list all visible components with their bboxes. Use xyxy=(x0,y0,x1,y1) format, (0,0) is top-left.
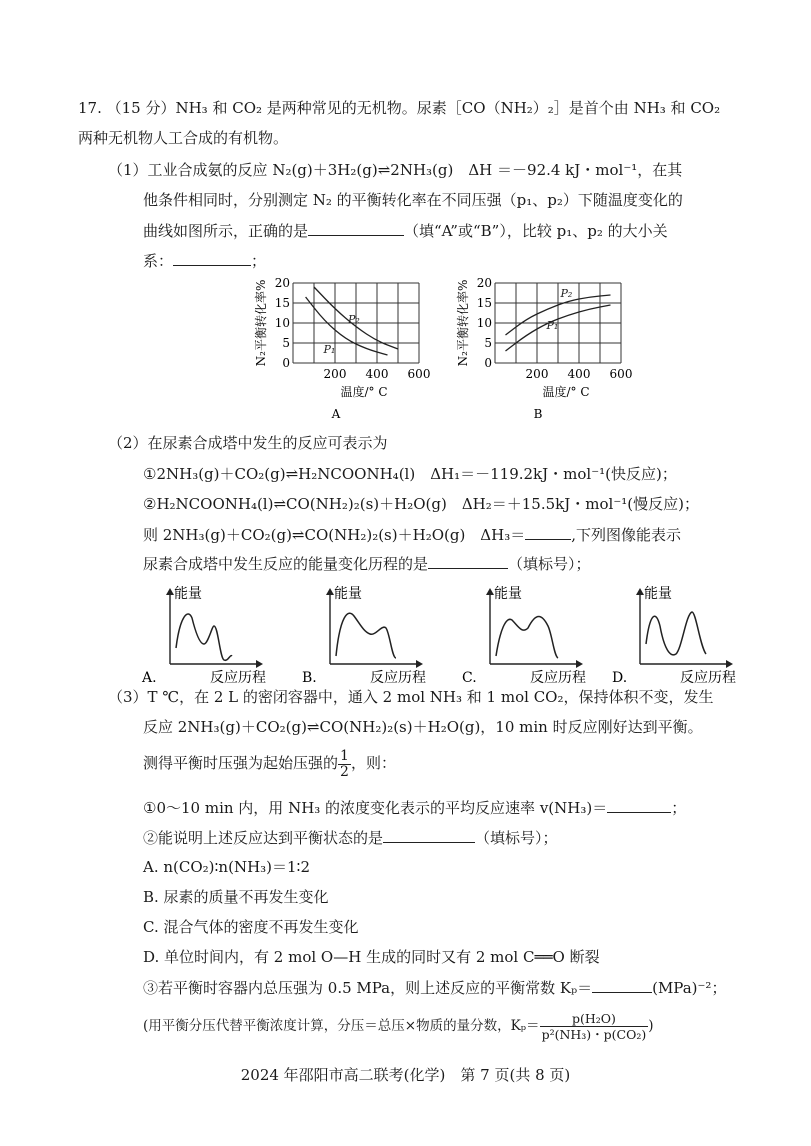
energy-a-option: A. xyxy=(142,670,157,686)
energy-diagrams xyxy=(140,578,780,686)
part1-line-3: 曲线如图所示，正确的是 （填“A”或“B”），比较 p₁、p₂ 的大小关 xyxy=(143,219,668,242)
energy-d-ylabel: 能量 xyxy=(644,586,672,602)
answer-blank-energy[interactable] xyxy=(428,552,508,569)
chart-a-ylabel: N₂平衡转化率% xyxy=(254,279,268,367)
chart-b-ytick: 15 xyxy=(476,296,492,310)
energy-b-x-arrow xyxy=(416,660,423,668)
chart-b-xtick: 400 xyxy=(567,367,591,381)
energy-d-xlabel: 反应历程 xyxy=(680,670,736,686)
option-b: B. 尿素的质量不再发生变化 xyxy=(143,888,329,906)
energy-b-curve xyxy=(336,613,396,658)
energy-c-curve xyxy=(496,617,558,659)
chart-a xyxy=(236,278,436,428)
chart-b-label-p2: P₂ xyxy=(560,287,573,300)
energy-a-curve xyxy=(176,614,232,660)
energy-a-ylabel: 能量 xyxy=(174,586,202,602)
energy-a-x-arrow xyxy=(256,660,263,668)
energy-c-y-arrow xyxy=(486,588,494,595)
energy-d-y-arrow xyxy=(636,588,644,595)
energy-b-ylabel: 能量 xyxy=(334,586,362,602)
chart-a-title: A xyxy=(331,407,341,421)
energy-a-y-arrow xyxy=(166,588,174,595)
part3-sub-1: ①0～10 min 内，用 NH₃ 的浓度变化表示的平均反应速率 v(NH₃)＝ ； xyxy=(143,796,686,819)
part3-line-2: 反应 2NH₃(g)＋CO₂(g)⇌CO(NH₂)₂(s)＋H₂O(g)，10 min 时反应刚好达到平衡。 xyxy=(143,718,703,736)
energy-b-xlabel: 反应历程 xyxy=(370,670,426,686)
energy-c-ylabel: 能量 xyxy=(494,586,522,602)
energy-d-option: D. xyxy=(612,670,628,686)
chart-a-label-p1: P₁ xyxy=(323,343,336,356)
part3-sub-3: ③若平衡时容器内总压强为 0.5 MPa，则上述反应的平衡常数 Kₚ＝ (MPa)⁻²； xyxy=(143,976,726,999)
energy-diagram-b xyxy=(302,585,426,686)
chart-a-xtick: 600 xyxy=(407,367,431,381)
chart-b-ytick: 0 xyxy=(484,356,492,370)
energy-a-xlabel: 反应历程 xyxy=(210,670,266,686)
part2-line-4: 则 2NH₃(g)＋CO₂(g)⇌CO(NH₂)₂(s)＋H₂O(g) ΔH₃＝ ,下列图像能表示 xyxy=(143,523,681,546)
option-c: C. 混合气体的密度不再发生变化 xyxy=(143,918,359,936)
answer-blank-chart[interactable] xyxy=(308,219,404,236)
part2-line-2: ①2NH₃(g)＋CO₂(g)⇌H₂NCOONH₄(l) ΔH₁＝－119.2kJ・mol⁻¹(快反应)； xyxy=(143,465,677,483)
chart-a-ytick: 20 xyxy=(274,276,290,290)
page-footer: 2024 年邵阳市高二联考(化学) 第 7 页(共 8 页) xyxy=(240,1066,571,1084)
chart-a-xtick: 400 xyxy=(365,367,389,381)
chart-b-ylabel: N₂平衡转化率% xyxy=(456,279,470,367)
part2-line-1: （2）在尿素合成塔中发生的反应可表示为 xyxy=(108,434,388,452)
part1-line-4: 系： ； xyxy=(143,249,266,272)
q17-line-2: 两种无机物人工合成的有机物。 xyxy=(78,129,289,147)
chart-a-series-p1 xyxy=(306,297,388,355)
energy-c-option: C. xyxy=(462,670,477,686)
chart-a-xtick: 200 xyxy=(323,367,347,381)
energy-b-y-arrow xyxy=(326,588,334,595)
chart-b-ytick: 20 xyxy=(476,276,492,290)
fraction-one-half: $\frac{1}{2}$ xyxy=(340,747,349,780)
chart-b-xtick: 200 xyxy=(525,367,549,381)
chart-b-title: B xyxy=(533,407,543,421)
chart-b xyxy=(438,278,638,428)
answer-blank-equilibrium[interactable] xyxy=(383,826,475,843)
chart-a-ytick: 10 xyxy=(274,316,290,330)
answer-blank-pressure[interactable] xyxy=(173,249,251,266)
part2-line-3: ②H₂NCOONH₄(l)⇌CO(NH₂)₂(s)＋H₂O(g) ΔH₂＝＋15.5kJ・mol⁻¹(慢反应)； xyxy=(143,495,699,513)
q17-line-1: 17. （15 分）NH₃ 和 CO₂ 是两种常见的无机物。尿素［CO（NH₂）₂］是首个由 NH₃ 和 CO₂ xyxy=(78,99,721,117)
chart-a-ytick: 5 xyxy=(282,336,290,350)
chart-a-xlabel: 温度/° C xyxy=(340,385,388,399)
energy-c-x-arrow xyxy=(576,660,583,668)
answer-blank-kp[interactable] xyxy=(592,976,652,993)
option-d: D. 单位时间内，有 2 mol O—H 生成的同时又有 2 mol C══O 断裂 xyxy=(143,948,600,966)
part3-line-3: 测得平衡时压强为起始压强的 $\frac{1}{2}$ ，则： xyxy=(143,747,396,780)
chart-b-ytick: 10 xyxy=(476,316,492,330)
part1-line-2: 他条件相同时，分别测定 N₂ 的平衡转化率在不同压强（p₁、p₂）下随温度变化的 xyxy=(143,191,683,209)
chart-b-xlabel: 温度/° C xyxy=(542,385,590,399)
part2-line-5: 尿素合成塔中发生反应的能量变化历程的是 （填标号）； xyxy=(143,552,591,575)
answer-blank-dh3[interactable] xyxy=(525,523,571,540)
chart-b-xtick: 600 xyxy=(609,367,633,381)
energy-diagram-a xyxy=(141,585,266,686)
answer-blank-rate[interactable] xyxy=(607,796,671,813)
part3-line-1: （3）T ℃，在 2 L 的密闭容器中，通入 2 mol NH₃ 和 1 mol CO₂，保持体积不变，发生 xyxy=(108,688,714,706)
energy-diagram-c xyxy=(462,585,586,686)
option-a: A. n(CO₂)∶n(NH₃)＝1∶2 xyxy=(143,858,310,876)
chart-b-ytick: 5 xyxy=(484,336,492,350)
part1-line-1: （1）工业合成氨的反应 N₂(g)＋3H₂(g)⇌2NH₃(g) ΔH ＝－92.4 kJ・mol⁻¹，在其 xyxy=(108,161,683,179)
chart-b-label-p1: P₁ xyxy=(546,319,559,332)
chart-a-ytick: 0 xyxy=(282,356,290,370)
energy-c-xlabel: 反应历程 xyxy=(530,670,586,686)
energy-b-option: B. xyxy=(302,670,317,686)
part3-sub-2: ②能说明上述反应达到平衡状态的是 （填标号）； xyxy=(143,826,558,849)
kp-fraction: $\frac{\text{p(H₂O)}}{\text{p²(NH₃)・p(CO₂)}}$ xyxy=(541,1011,647,1042)
kp-note: (用平衡分压代替平衡浓度计算，分压＝总压×物质的量分数，Kₚ＝ $\frac{\text{p(H₂O)}}{\text{p²(NH₃)・p(CO₂)}}$ ) xyxy=(143,1011,654,1042)
energy-diagram-d xyxy=(612,585,736,686)
energy-d-curve xyxy=(646,612,706,655)
energy-d-x-arrow xyxy=(726,660,733,668)
chart-a-ytick: 15 xyxy=(274,296,290,310)
chart-a-label-p2: P₂ xyxy=(348,313,360,326)
